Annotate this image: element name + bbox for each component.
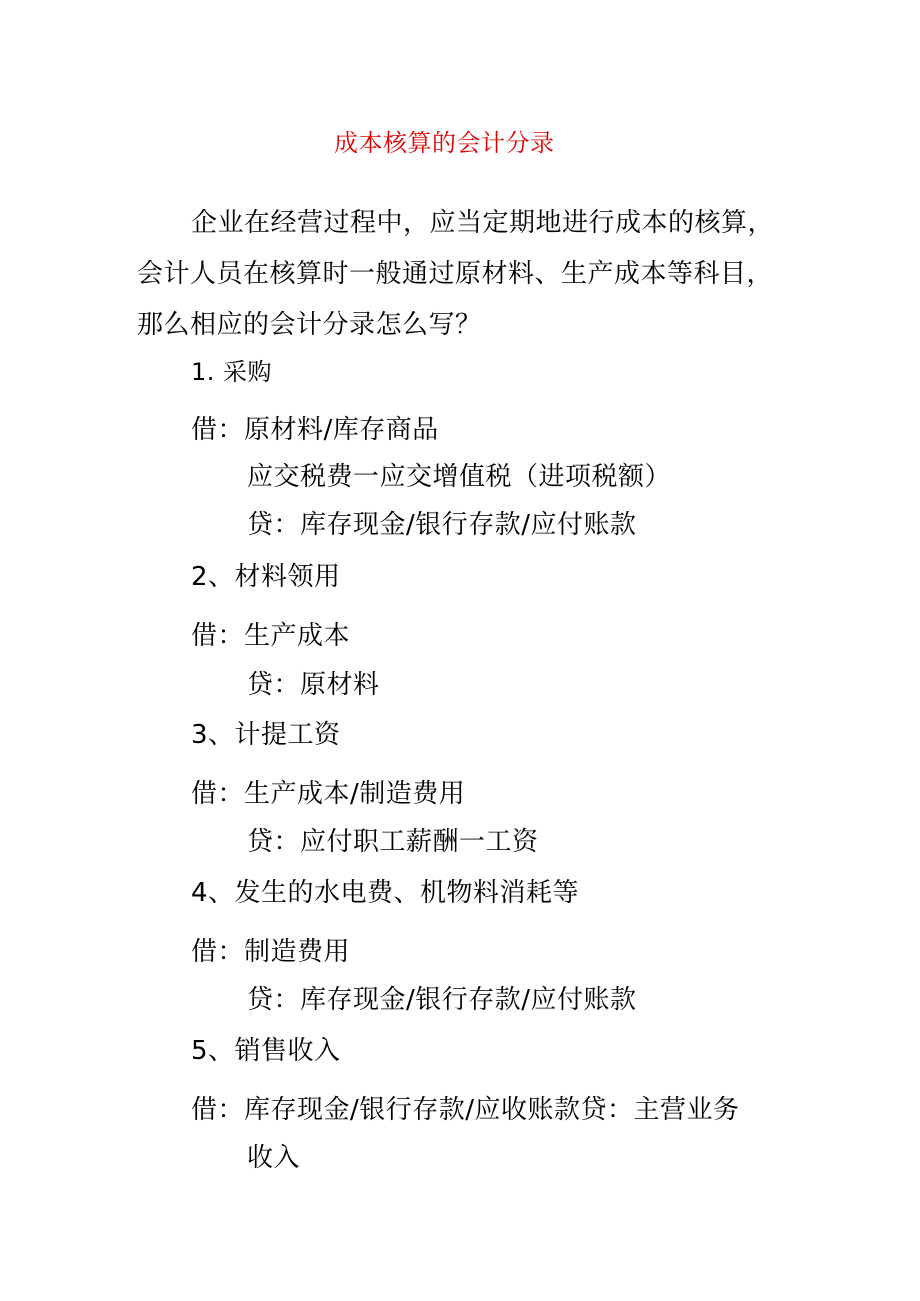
intro-line-1: 企业在经营过程中，应当定期地进行成本的核算， (191, 208, 775, 238)
section-4-credit: 贷：库存现金/银行存款/应付账款 (247, 985, 637, 1015)
section-4-heading: 4、发生的水电费、机物料消耗等 (191, 878, 580, 908)
section-2-credit: 贷：原材料 (247, 670, 380, 700)
section-1-tax-line: 应交税费一应交增值税（进项税额） (247, 462, 672, 492)
section-1-debit: 借：原材料/库存商品 (191, 415, 439, 445)
document-title: 成本核算的会计分录 (334, 129, 555, 157)
section-1-heading: 1. 采购 (191, 358, 273, 386)
section-2-debit: 借：生产成本 (191, 621, 351, 651)
intro-line-3: 那么相应的会计分录怎么写？ (137, 310, 482, 340)
intro-line-2: 会计人员在核算时一般通过原材料、生产成本等科目， (137, 259, 774, 289)
section-5-entry-continued: 收入 (247, 1143, 301, 1173)
section-3-heading: 3、计提工资 (191, 720, 341, 750)
section-2-heading: 2、材料领用 (191, 562, 341, 592)
section-3-credit: 贷：应付职工薪酬一工资 (247, 827, 539, 857)
section-5-heading: 5、销售收入 (191, 1036, 341, 1066)
section-3-debit: 借：生产成本/制造费用 (191, 779, 466, 809)
section-5-entry: 借：库存现金/银行存款/应收账款贷：主营业务 (191, 1095, 740, 1125)
section-4-debit: 借：制造费用 (191, 937, 351, 967)
section-1-credit: 贷：库存现金/银行存款/应付账款 (247, 510, 637, 540)
